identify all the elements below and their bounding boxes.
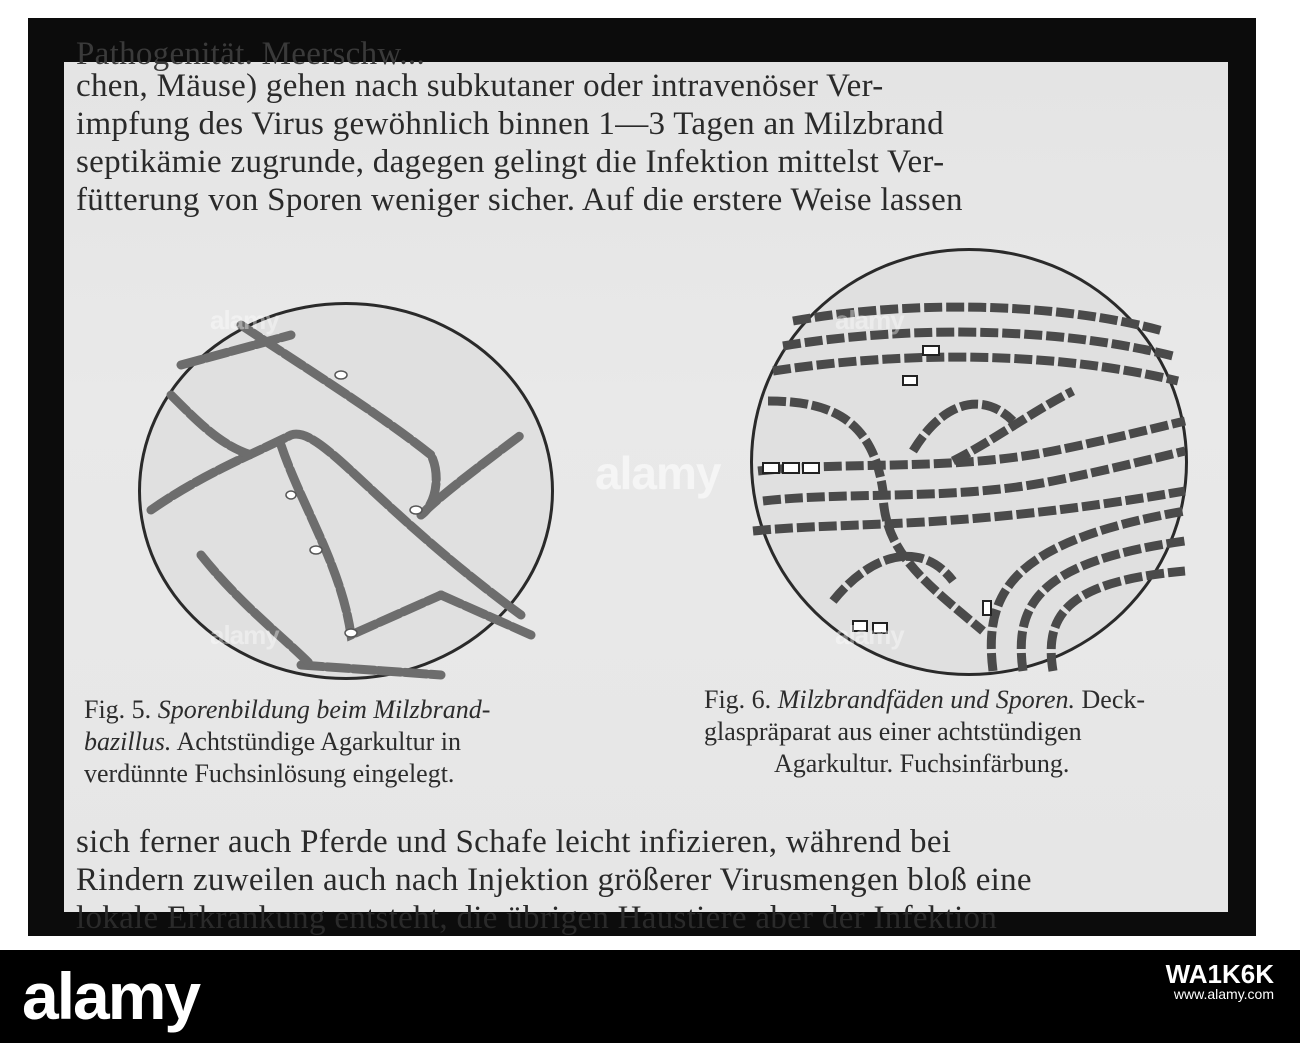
text-line-2: impfung des Virus gewöhnlich binnen 1—3 Tagen an Milzbrand <box>76 106 944 142</box>
figure-title: Sporenbildung beim Milzbrand- <box>157 695 491 724</box>
caption-text: Deck- <box>1081 685 1146 714</box>
bacillus-chain <box>301 665 441 675</box>
spore <box>410 506 422 514</box>
spore <box>803 463 819 473</box>
text-line-4: fütterung von Sporen weniger sicher. Auf die erstere Weise lassen <box>76 182 963 218</box>
figure-label: Fig. 6. <box>704 685 772 714</box>
partial-top-line: Pathogenität. Meerschw... <box>76 36 426 72</box>
thread <box>1051 571 1185 671</box>
figure-6-caption <box>704 684 1145 780</box>
figure-6-micrograph <box>750 248 1188 676</box>
watermark-center: alamy <box>595 447 721 499</box>
image-id-block <box>1165 959 1274 1004</box>
watermark-small: alamy <box>835 305 904 335</box>
caption-row <box>84 726 490 758</box>
spore <box>983 601 991 615</box>
bacillus-chain <box>171 395 251 455</box>
bacilli-drawing <box>141 305 551 677</box>
text-line-1: chen, Mäuse) gehen nach subkutaner oder intravenöser Ver- <box>76 68 884 104</box>
spore <box>310 546 322 554</box>
caption-row: verdünnte Fuchsinlösung eingelegt. <box>84 759 455 788</box>
alamy-logo: alamy <box>22 959 200 1033</box>
watermark-small: alamy <box>835 620 904 650</box>
spore <box>286 491 296 499</box>
thread <box>913 404 1013 451</box>
figure-title-cont: bazillus. <box>84 727 172 756</box>
figure-label: Fig. 5. <box>84 695 152 724</box>
stock-footer-bar <box>0 950 1300 1043</box>
spore <box>903 376 917 385</box>
caption-text: Achtstündige Agarkultur in <box>176 727 462 756</box>
bacillus-chain <box>241 325 436 515</box>
watermark-small: alamy <box>210 620 279 650</box>
figure-5-caption <box>84 694 490 790</box>
threads-drawing <box>753 251 1185 673</box>
figure-5-micrograph <box>138 302 554 680</box>
text-line-6: Rindern zuweilen auch nach Injektion größerer Virusmengen bloß eine <box>76 862 1032 898</box>
spore <box>783 463 799 473</box>
thread <box>773 357 1178 381</box>
caption-row <box>704 684 1145 716</box>
site-url: www.alamy.com <box>1173 986 1274 1002</box>
spore <box>923 346 939 355</box>
caption-row: Agarkultur. Fuchsinfärbung. <box>774 749 1070 778</box>
text-line-5: sich ferner auch Pferde und Schafe leicht infizieren, während bei <box>76 824 952 860</box>
thread <box>763 451 1185 501</box>
caption-row <box>84 694 490 726</box>
text-line-7: lokale Erkrankung entsteht, die übrigen Haustiere aber der Infektion <box>76 900 998 936</box>
image-id: WA1K6K <box>1165 959 1274 989</box>
thread <box>1021 541 1185 671</box>
watermark-small: alamy <box>210 305 279 335</box>
spore <box>763 463 779 473</box>
bacillus-chain <box>281 445 441 635</box>
figure-title: Milzbrandfäden und Sporen. <box>777 685 1075 714</box>
thread <box>833 556 953 601</box>
spore <box>345 629 357 637</box>
spore <box>335 371 347 379</box>
text-line-3: septikämie zugrunde, dagegen gelingt die Infektion mittelst Ver- <box>76 144 945 180</box>
caption-row: glaspräparat aus einer achtstündigen <box>704 717 1082 746</box>
